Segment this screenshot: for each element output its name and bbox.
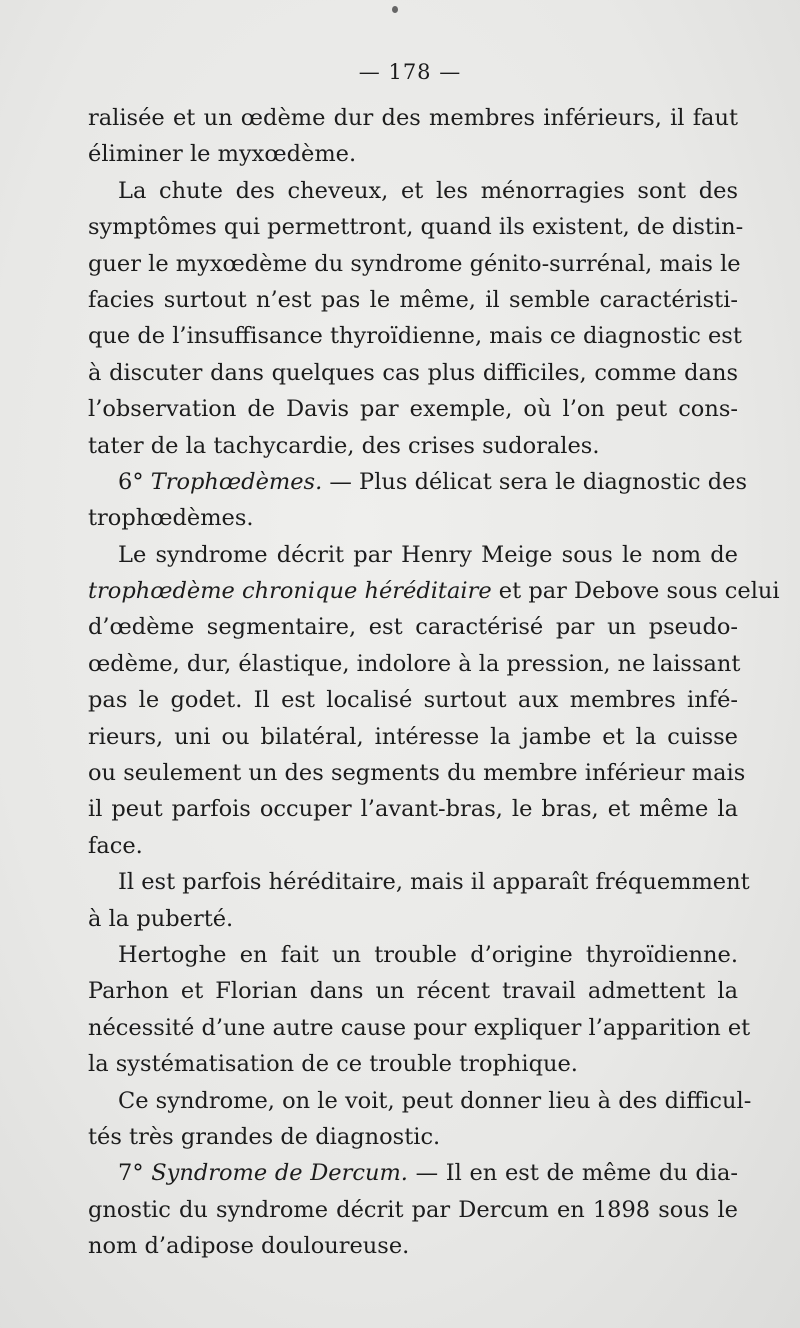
text-segment: pas le godet. Il est localisé surtout aux membres infé-: [88, 687, 738, 714]
text-segment: Il est parfois héréditaire, mais il apparaît fréquemment: [118, 869, 750, 896]
text-line: [88, 719, 738, 755]
text-line: [88, 828, 738, 864]
text-segment: à la puberté.: [88, 905, 234, 932]
text-segment: Parhon et Florian dans un récent travail admettent la: [88, 978, 738, 1005]
text-line: [88, 1046, 738, 1082]
text-segment: 7°: [118, 1160, 152, 1187]
text-segment: — Plus délicat sera le diagnostic des: [322, 468, 748, 495]
text-line: [88, 246, 741, 282]
text-line: [88, 609, 738, 645]
text-line: [88, 318, 742, 354]
text-line: [88, 682, 738, 718]
text-segment: tater de la tachycardie, des crises sudorales.: [88, 432, 600, 459]
text-segment: trophœdèmes.: [88, 505, 254, 532]
text-segment: œdème, dur, élastique, indolore à la pression, ne laissant: [88, 650, 741, 677]
text-line: [88, 100, 738, 136]
text-segment: 6°: [118, 468, 151, 495]
text-line: [88, 428, 738, 464]
text-line: [88, 864, 750, 900]
italic-text: Trophœdèmes.: [150, 468, 323, 495]
text-line: [88, 646, 741, 682]
text-segment: face.: [88, 832, 143, 859]
text-line: [88, 1228, 738, 1264]
text-segment: éliminer le myxœdème.: [88, 141, 357, 168]
text-line: [88, 1083, 752, 1119]
text-line: [88, 901, 738, 937]
text-line: [88, 136, 738, 172]
print-speck: [392, 6, 398, 13]
text-segment: gnostic du syndrome décrit par Dercum en 1898 sous le: [88, 1196, 738, 1223]
text-segment: Hertoghe en fait un trouble d’origine thyroïdienne.: [118, 941, 738, 968]
italic-text: Syndrome de Dercum.: [151, 1160, 408, 1187]
text-line: [88, 1119, 738, 1155]
text-line: [88, 937, 738, 973]
text-segment: que de l’insuffisance thyroïdienne, mais ce diagnostic est: [88, 323, 742, 350]
text-segment: nécessité d’une autre cause pour expliquer l’apparition et: [88, 1014, 751, 1041]
text-segment: tés très grandes de diagnostic.: [88, 1123, 441, 1150]
text-segment: Ce syndrome, on le voit, peut donner lieu à des difficul-: [118, 1087, 752, 1114]
text-line: [88, 464, 748, 500]
text-segment: ou seulement un des segments du membre inférieur mais: [88, 760, 746, 787]
text-line: [88, 1192, 738, 1228]
text-segment: l’observation de Davis par exemple, où l’on peut cons-: [88, 396, 738, 423]
text-segment: il peut parfois occuper l’avant-bras, le bras, et même la: [88, 796, 738, 823]
body-text: [88, 100, 780, 1265]
text-segment: et par Debove sous celui: [491, 578, 780, 605]
text-segment: — Il en est de même du dia-: [407, 1160, 739, 1187]
text-line: [88, 209, 744, 245]
page-number: — 178 —: [358, 60, 462, 84]
text-segment: ralisée et un œdème dur des membres inférieurs, il faut: [88, 105, 738, 131]
text-segment: d’œdème segmentaire, est caractérisé par un pseudo-: [88, 614, 738, 641]
text-segment: à discuter dans quelques cas plus difficiles, comme dans: [88, 359, 738, 386]
text-segment: facies surtout n’est pas le même, il semble caractéristi-: [88, 286, 738, 313]
text-segment: La chute des cheveux, et les ménorragies sont des: [118, 177, 738, 204]
text-line: [88, 573, 780, 609]
text-line: [88, 1155, 738, 1191]
text-segment: Le syndrome décrit par Henry Meige sous le nom de: [118, 541, 738, 568]
text-segment: nom d’adipose douloureuse.: [88, 1233, 410, 1260]
text-line: [88, 391, 738, 427]
text-line: [88, 755, 746, 791]
text-segment: guer le myxœdème du syndrome génito-surrénal, mais le: [88, 250, 741, 277]
text-line: [88, 973, 738, 1009]
text-line: [88, 355, 738, 391]
italic-text: trophœdème chronique héréditaire: [88, 578, 492, 605]
text-line: [88, 500, 738, 536]
text-line: [88, 791, 738, 827]
text-segment: symptômes qui permettront, quand ils existent, de distin-: [88, 214, 744, 241]
text-segment: rieurs, uni ou bilatéral, intéresse la jambe et la cuisse: [88, 723, 738, 750]
text-line: [88, 282, 738, 318]
text-line: [88, 1010, 751, 1046]
text-line: [88, 173, 738, 209]
text-line: [88, 537, 738, 573]
text-segment: la systématisation de ce trouble trophique.: [88, 1051, 578, 1078]
